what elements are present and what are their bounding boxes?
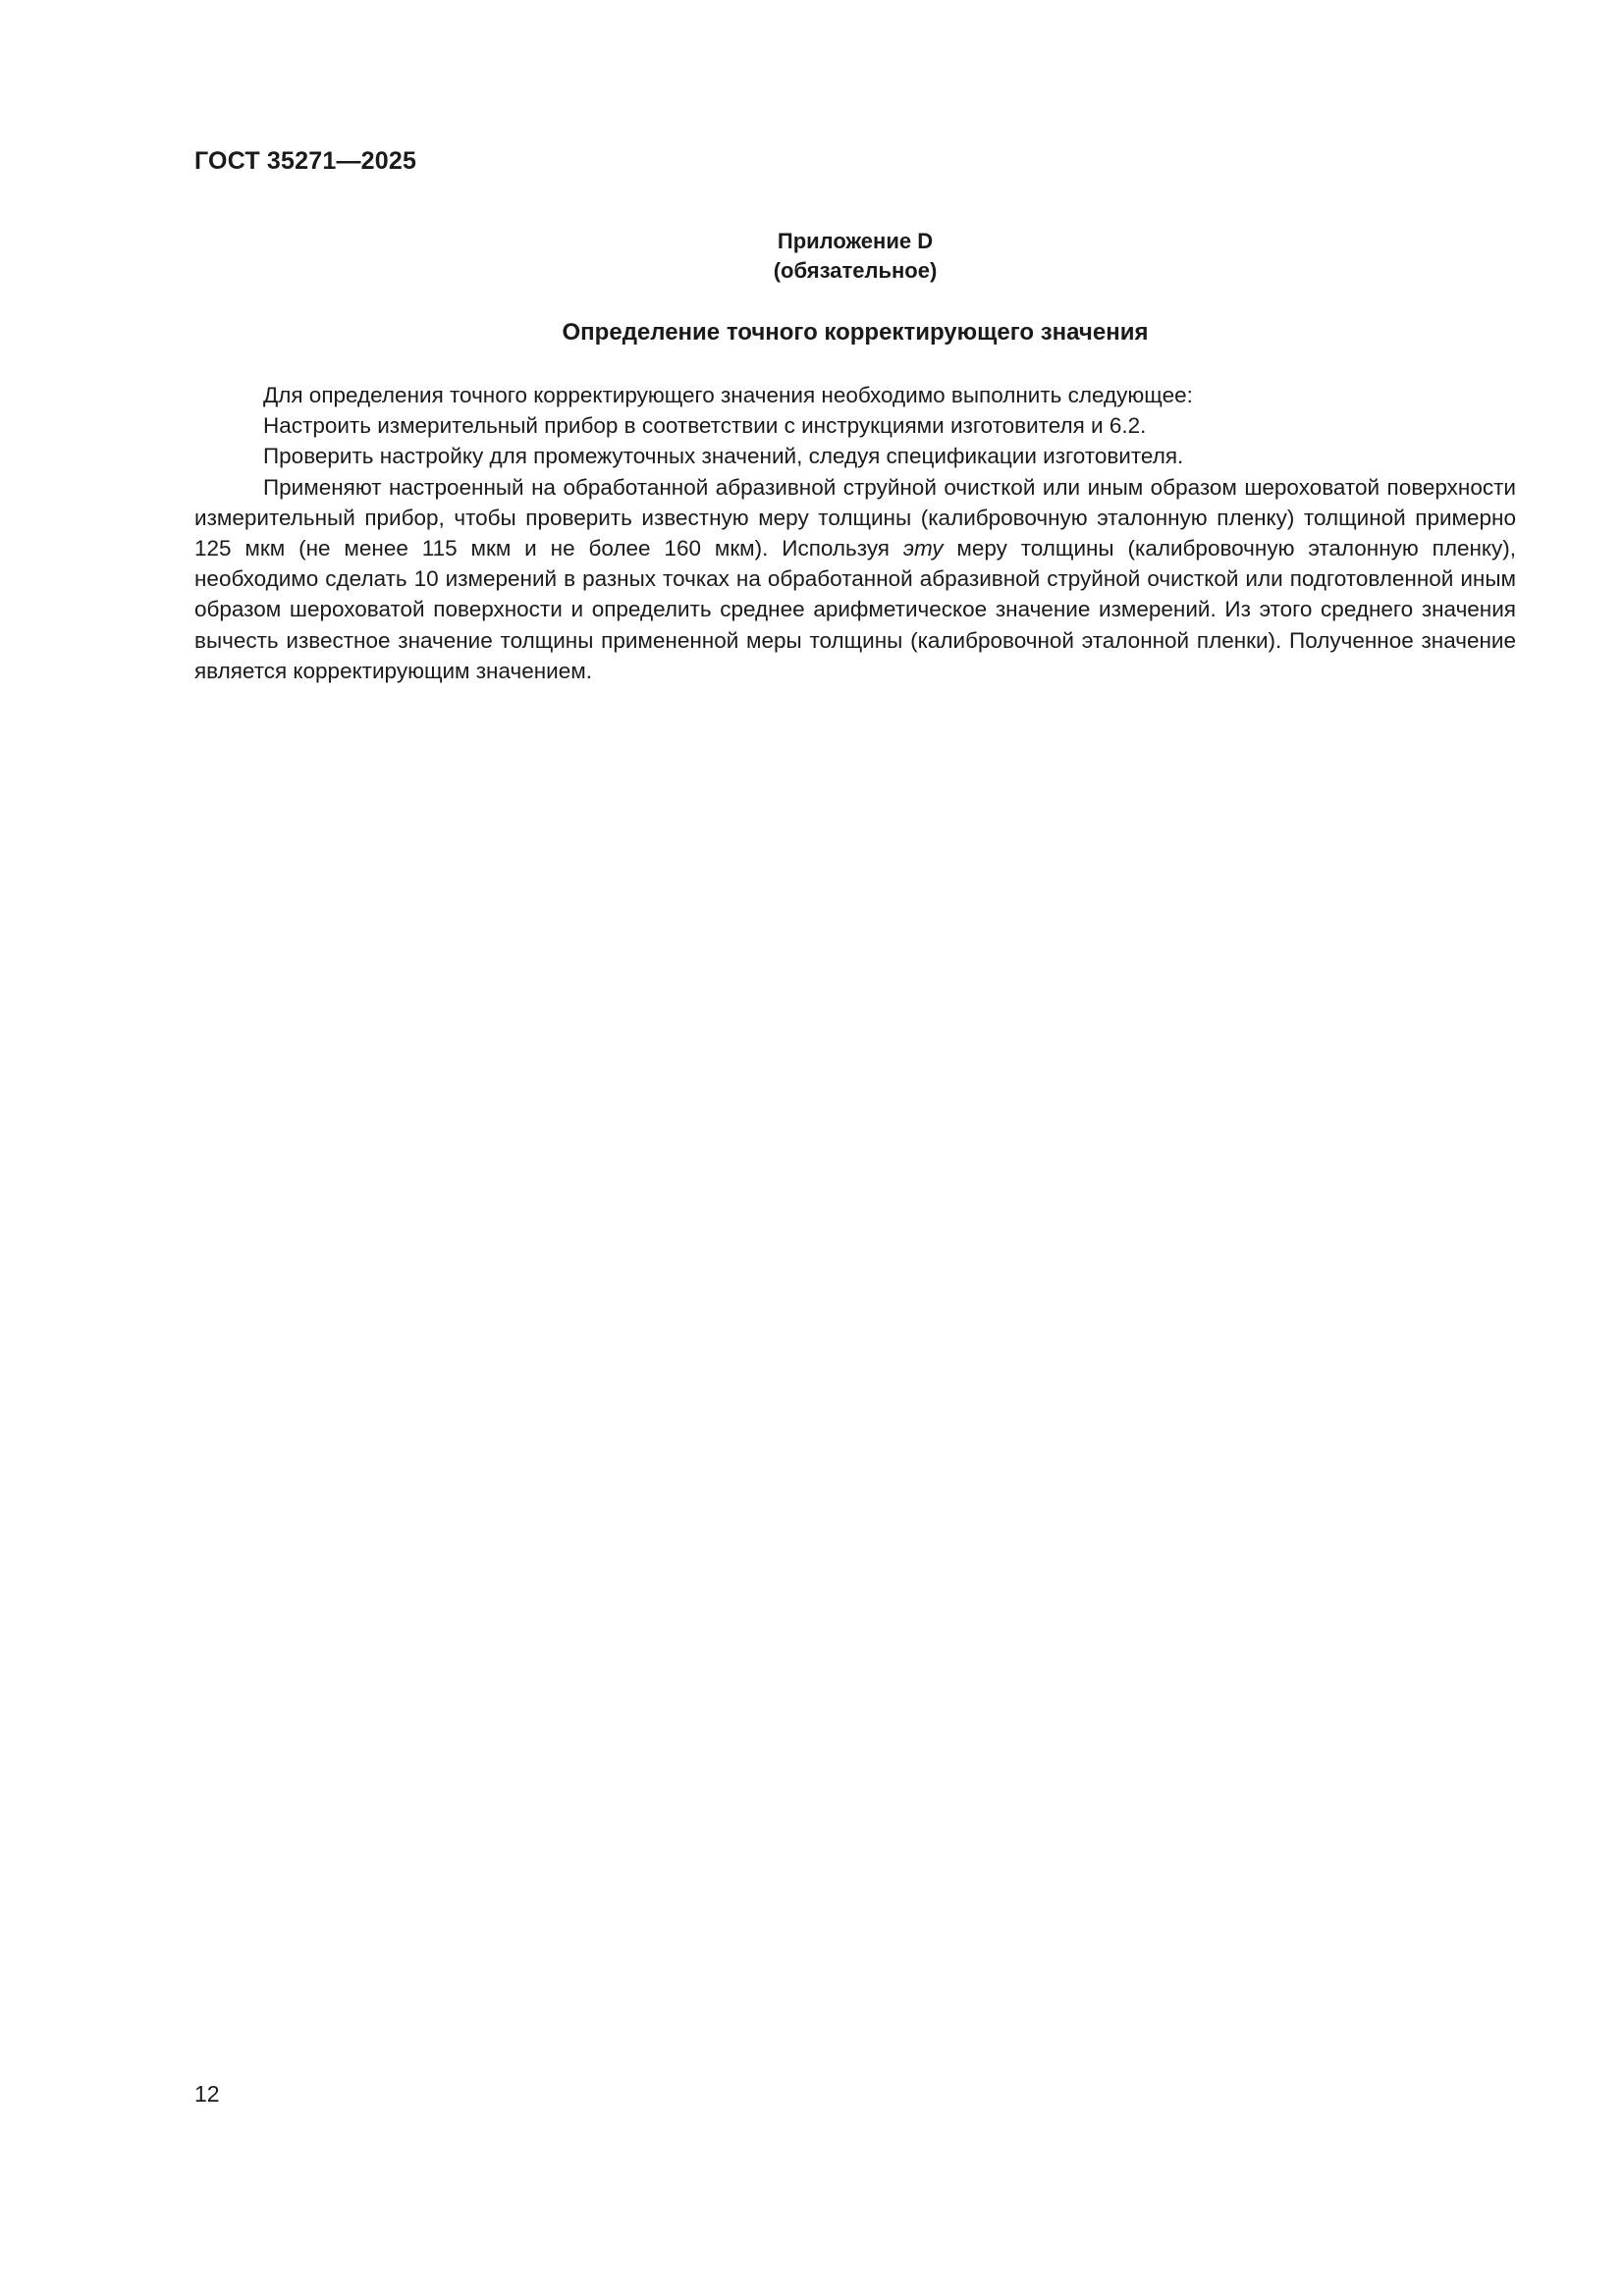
procedure-emphasis: эту [902, 536, 944, 561]
annex-heading [194, 227, 1516, 286]
annex-title: Определение точного корректирующего значения [562, 319, 1149, 346]
procedure-text-part2: меру толщины (калибровочную эталонную пленку), необходимо сделать 10 измерений в разных точках на обработанной абразивной струйной очисткой или подготовленной иным образом шероховатой поверхности и определить среднее арифметическое значение измерений. Из этого среднего значения вычесть известное значение толщины примененной меры толщины (калибровочной эталонной пленки). Полученное значение является корректирующим значением. [194, 536, 1516, 683]
annex-status: (обязательное) [773, 258, 938, 283]
paragraph-intro: Для определения точного корректирующего значения необходимо выполнить следующее: [263, 383, 1193, 407]
procedure-text-part1: Применяют настроенный на обработанной абразивной струйной очисткой или иным образом шероховатой поверхности измерительный прибор, чтобы проверить известную меру толщины (калибровочную эталонную пленку) толщиной примерно 125 мкм (не менее 115 мкм и не более 160 мкм). Используя [194, 474, 1516, 561]
document-code: ГОСТ 35271—2025 [194, 147, 417, 175]
paragraph-check: Проверить настройку для промежуточных значений, следуя спецификации изготовителя. [263, 444, 1184, 469]
body-text [194, 380, 1516, 686]
annex-label: Приложение D [777, 229, 934, 253]
paragraph-setup: Настроить измерительный прибор в соответствии с инструкциями изготовителя и 6.2. [263, 413, 1147, 439]
paragraph-procedure [194, 472, 1516, 686]
page-number: 12 [194, 2081, 220, 2107]
